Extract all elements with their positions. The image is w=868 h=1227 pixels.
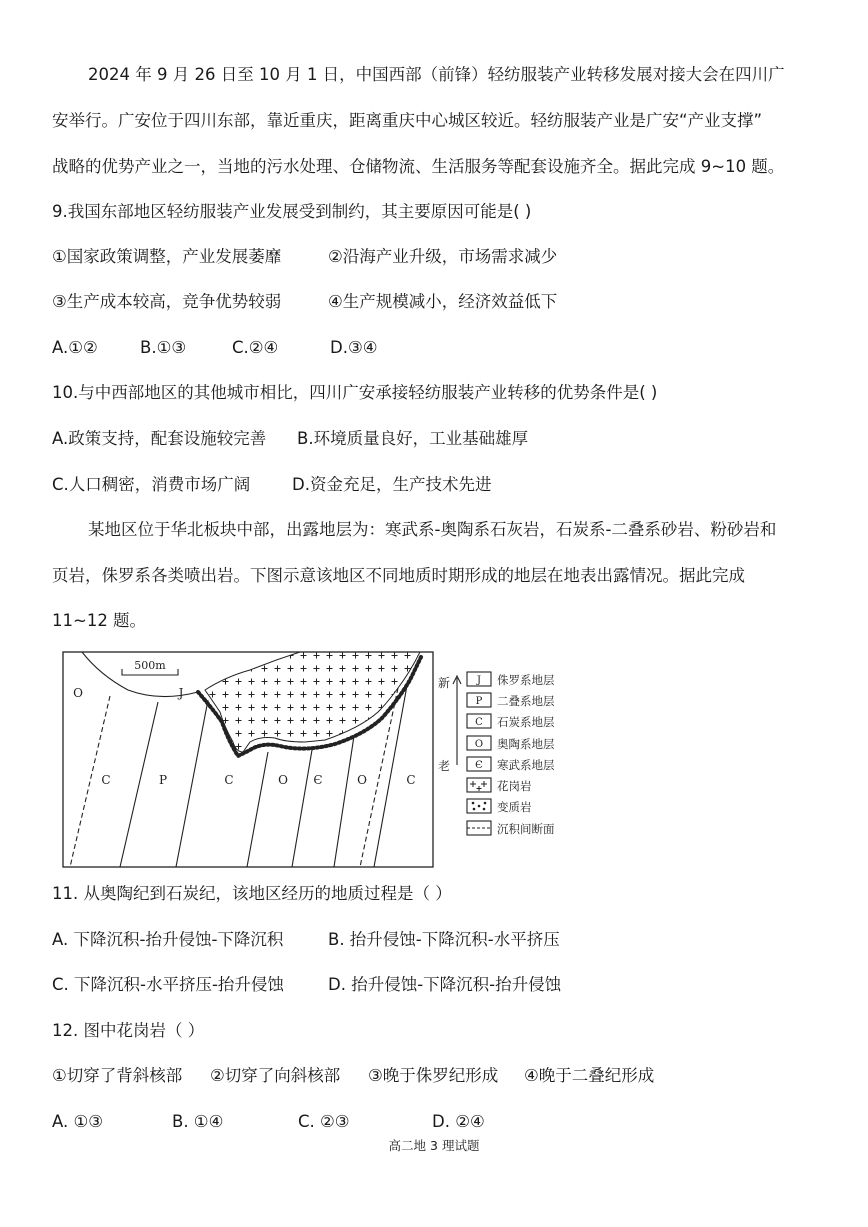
q12-item-1: ①切穿了背斜核部 xyxy=(52,1066,183,1085)
passage2-line3: 11~12 题。 xyxy=(52,611,147,630)
q11-stem: 11. 从奥陶纪到石炭纪，该地区经历的地质过程是（ ） xyxy=(52,884,452,903)
q10-stem: 10.与中西部地区的其他城市相比，四川广安承接轻纺服装产业转移的优势条件是( ) xyxy=(52,383,658,402)
legend-label-granite: 花岗岩 xyxy=(497,779,532,793)
legend-symbol-p: P xyxy=(475,696,483,707)
legend-metamorphic-swatch xyxy=(467,799,491,813)
q9-item-2: ②沿海产业升级，市场需求减少 xyxy=(328,247,558,266)
legend-label-cambrian: 寒武系地层 xyxy=(497,758,555,772)
axis-old-label: 老 xyxy=(438,759,451,773)
q12-item-4: ④晚于二叠纪形成 xyxy=(524,1066,655,1085)
q10-option-d: D.资金充足，生产技术先进 xyxy=(292,475,492,494)
map-label-p: P xyxy=(158,773,168,787)
q10-option-b: B.环境质量良好，工业基础雄厚 xyxy=(297,429,529,448)
passage2-line1: 某地区位于华北板块中部，出露地层为：寒武系-奥陶系石灰岩，石炭系-二叠系砂岩、粉砂岩和 xyxy=(88,520,777,539)
q10-option-a: A.政策支持，配套设施较完善 xyxy=(52,429,267,448)
q12-option-c: C. ②③ xyxy=(298,1112,350,1131)
legend-symbol-j: J xyxy=(476,675,482,686)
legend-label-ordovician: 奥陶系地层 xyxy=(497,737,555,751)
q11-option-b: B. 抬升侵蚀-下降沉积-水平挤压 xyxy=(328,930,560,949)
map-label-o1: O xyxy=(278,773,288,787)
legend-label-permian: 二叠系地层 xyxy=(497,694,555,708)
legend-granite-swatch xyxy=(467,778,491,792)
q12-item-2: ②切穿了向斜核部 xyxy=(210,1066,341,1085)
legend-label-carboniferous: 石炭系地层 xyxy=(497,715,555,729)
map-label-c1: C xyxy=(101,773,111,787)
legend-symbol-c: C xyxy=(475,717,483,728)
q9-item-1: ①国家政策调整，产业发展萎靡 xyxy=(52,247,282,266)
page-footer: 高二地 3 理试题 xyxy=(388,1138,480,1153)
map-label-c3: C xyxy=(406,773,416,787)
q9-item-3: ③生产成本较高，竞争优势较弱 xyxy=(52,292,282,311)
q9-item-4: ④生产规模减小，经济效益低下 xyxy=(328,292,558,311)
age-axis xyxy=(453,676,461,765)
q11-option-c: C. 下降沉积-水平挤压-抬升侵蚀 xyxy=(52,975,284,994)
q12-option-a: A. ①③ xyxy=(52,1112,104,1131)
passage1-line3: 战略的优势产业之一，当地的污水处理、仓储物流、生活服务等配套设施齐全。据此完成 9~10 题。 xyxy=(52,157,785,176)
scale-label: 500m xyxy=(134,659,166,672)
axis-new-label: 新 xyxy=(438,676,451,690)
q9-stem: 9.我国东部地区轻纺服装产业发展受到制约，其主要原因可能是( ) xyxy=(52,202,532,221)
q11-option-d: D. 抬升侵蚀-下降沉积-抬升侵蚀 xyxy=(328,975,562,994)
q9-option-b: B.①③ xyxy=(140,338,187,357)
passage1-line1: 2024 年 9 月 26 日至 10 月 1 日，中国西部（前锋）轻纺服装产业转移发展对接大会在四川广 xyxy=(88,65,785,84)
q11-option-a: A. 下降沉积-抬升侵蚀-下降沉积 xyxy=(52,930,284,949)
q9-option-d: D.③④ xyxy=(330,338,378,357)
legend-label-metamorphic: 变质岩 xyxy=(497,800,532,814)
q12-stem: 12. 图中花岗岩（ ） xyxy=(52,1021,205,1040)
q12-option-b: B. ①④ xyxy=(172,1112,224,1131)
q9-option-a: A.①② xyxy=(52,338,98,357)
map-label-c2: C xyxy=(224,773,234,787)
map-label-j: J xyxy=(178,686,184,700)
q12-item-3: ③晚于侏罗纪形成 xyxy=(368,1066,499,1085)
map-label-cambrian: Є xyxy=(313,773,323,787)
legend-label-jurassic: 侏罗系地层 xyxy=(497,673,555,687)
legend-symbol-o: O xyxy=(474,739,484,750)
q10-option-c: C.人口稠密，消费市场广阔 xyxy=(52,475,251,494)
legend-symbol-cambrian: Є xyxy=(475,760,483,771)
legend-label-unconformity: 沉积间断面 xyxy=(497,822,555,836)
map-label-o2: O xyxy=(357,773,367,787)
map-label-o-left: O xyxy=(73,686,83,700)
passage1-line2: 安举行。广安位于四川东部，靠近重庆，距离重庆中心城区较近。轻纺服装产业是广安“产业支撑” xyxy=(52,111,763,130)
legend-unconformity-swatch xyxy=(467,821,491,835)
passage2-line2: 页岩，侏罗系各类喷出岩。下图示意该地区不同地质时期形成的地层在地表出露情况。据此完成 xyxy=(52,566,745,585)
q9-option-c: C.②④ xyxy=(232,338,279,357)
q12-option-d: D. ②④ xyxy=(432,1112,485,1131)
